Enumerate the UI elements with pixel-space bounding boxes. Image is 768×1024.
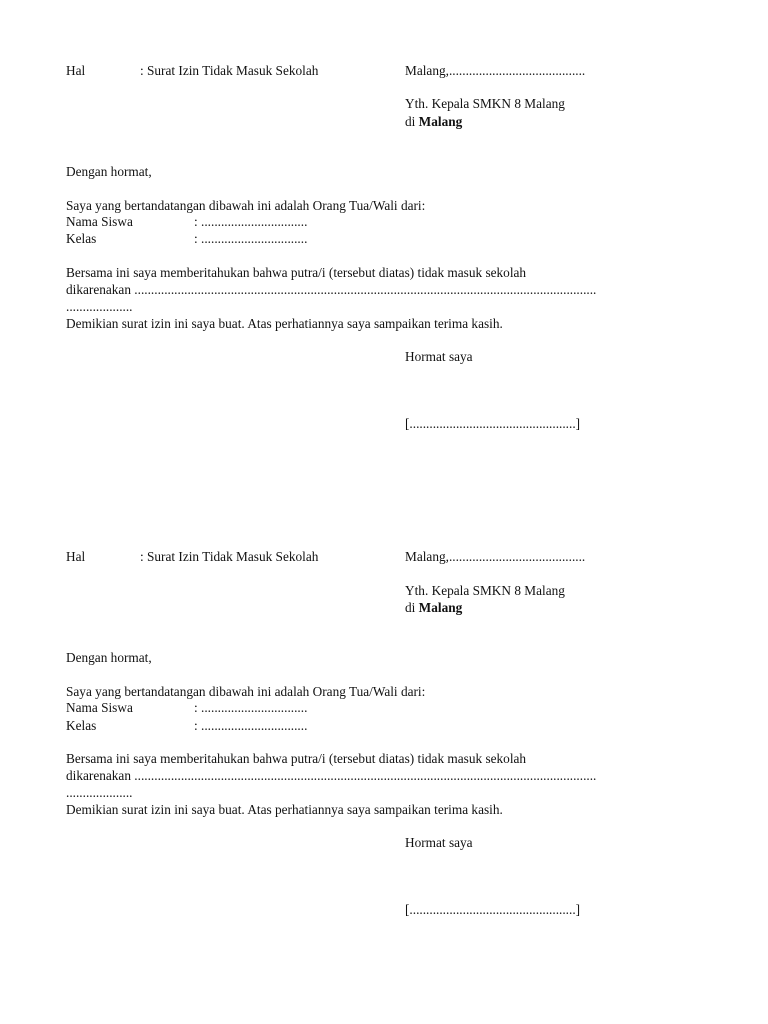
hal-value: : Surat Izin Tidak Masuk Sekolah: [140, 63, 319, 78]
body-line-3: ....................: [66, 299, 133, 314]
intro-text: Saya yang bertandatangan dibawah ini adalah Orang Tua/Wali dari:: [66, 684, 426, 699]
closing-text: Demikian surat izin ini saya buat. Atas perhatiannya saya sampaikan terima kasih.: [66, 802, 503, 817]
closing-text: Demikian surat izin ini saya buat. Atas perhatiannya saya sampaikan terima kasih.: [66, 316, 503, 331]
hal-label: Hal: [66, 63, 86, 78]
regards: Hormat saya: [405, 835, 473, 850]
field-class-label: Kelas: [66, 231, 97, 246]
field-class-label: Kelas: [66, 718, 97, 733]
letter-2: [0, 486, 768, 956]
recipient-line: Yth. Kepala SMKN 8 Malang: [405, 96, 565, 111]
field-name-value: : ................................: [194, 214, 308, 229]
field-class-value: : ................................: [194, 231, 308, 246]
signature-placeholder: [..................................................]: [405, 902, 581, 917]
field-class-value: : ................................: [194, 718, 308, 733]
recipient-line: Yth. Kepala SMKN 8 Malang: [405, 583, 565, 598]
hal-label: Hal: [66, 549, 86, 564]
field-name-label: Nama Siswa: [66, 214, 133, 229]
signature-placeholder: [..................................................]: [405, 416, 581, 431]
regards: Hormat saya: [405, 349, 473, 364]
recipient-city: Malang: [418, 600, 463, 615]
field-name-value: : ................................: [194, 700, 308, 715]
greeting: Dengan hormat,: [66, 164, 152, 179]
recipient-city: Malang: [418, 114, 463, 129]
hal-value: : Surat Izin Tidak Masuk Sekolah: [140, 549, 319, 564]
body-line-1: Bersama ini saya memberitahukan bahwa putra/i (tersebut diatas) tidak masuk sekolah: [66, 751, 527, 766]
body-line-2: dikarenakan ...........................................................................................................................................: [66, 768, 597, 783]
greeting: Dengan hormat,: [66, 650, 152, 665]
field-name-label: Nama Siswa: [66, 700, 133, 715]
place-date: Malang,.........................................: [405, 549, 586, 564]
intro-text: Saya yang bertandatangan dibawah ini adalah Orang Tua/Wali dari:: [66, 198, 426, 213]
place-date: Malang,.........................................: [405, 63, 586, 78]
recipient-address: [405, 114, 462, 130]
recipient-di: di: [405, 114, 416, 129]
body-line-1: Bersama ini saya memberitahukan bahwa putra/i (tersebut diatas) tidak masuk sekolah: [66, 265, 527, 280]
body-line-3: ....................: [66, 785, 133, 800]
body-line-2: dikarenakan ...........................................................................................................................................: [66, 282, 597, 297]
recipient-di: di: [405, 600, 416, 615]
letter-1: [0, 0, 768, 470]
recipient-address: [405, 600, 462, 616]
